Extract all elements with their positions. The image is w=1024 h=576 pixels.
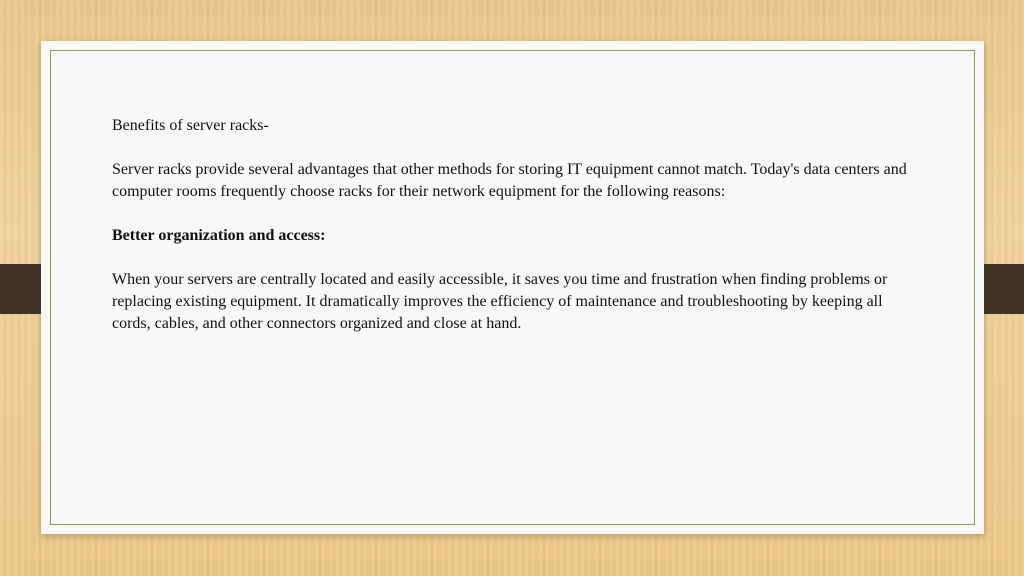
section-body: When your servers are centrally located and easily accessible, it saves you time and frustration when finding problems or replacing existing equipment. It dramatically improves the efficiency of maintenance and troubleshooting by keeping all cords, cables, and other connectors organized and close at hand. [112, 271, 888, 332]
section-title: Better organization and access: [112, 227, 326, 244]
slide-heading: Benefits of server racks- [112, 117, 269, 134]
intro-paragraph: Server racks provide several advantages that other methods for storing IT equipment cannot match. Today's data centers and computer rooms frequently choose racks for their network equipment for the following reasons: [112, 161, 907, 200]
slide-card [41, 41, 984, 534]
slide-content [112, 115, 912, 357]
